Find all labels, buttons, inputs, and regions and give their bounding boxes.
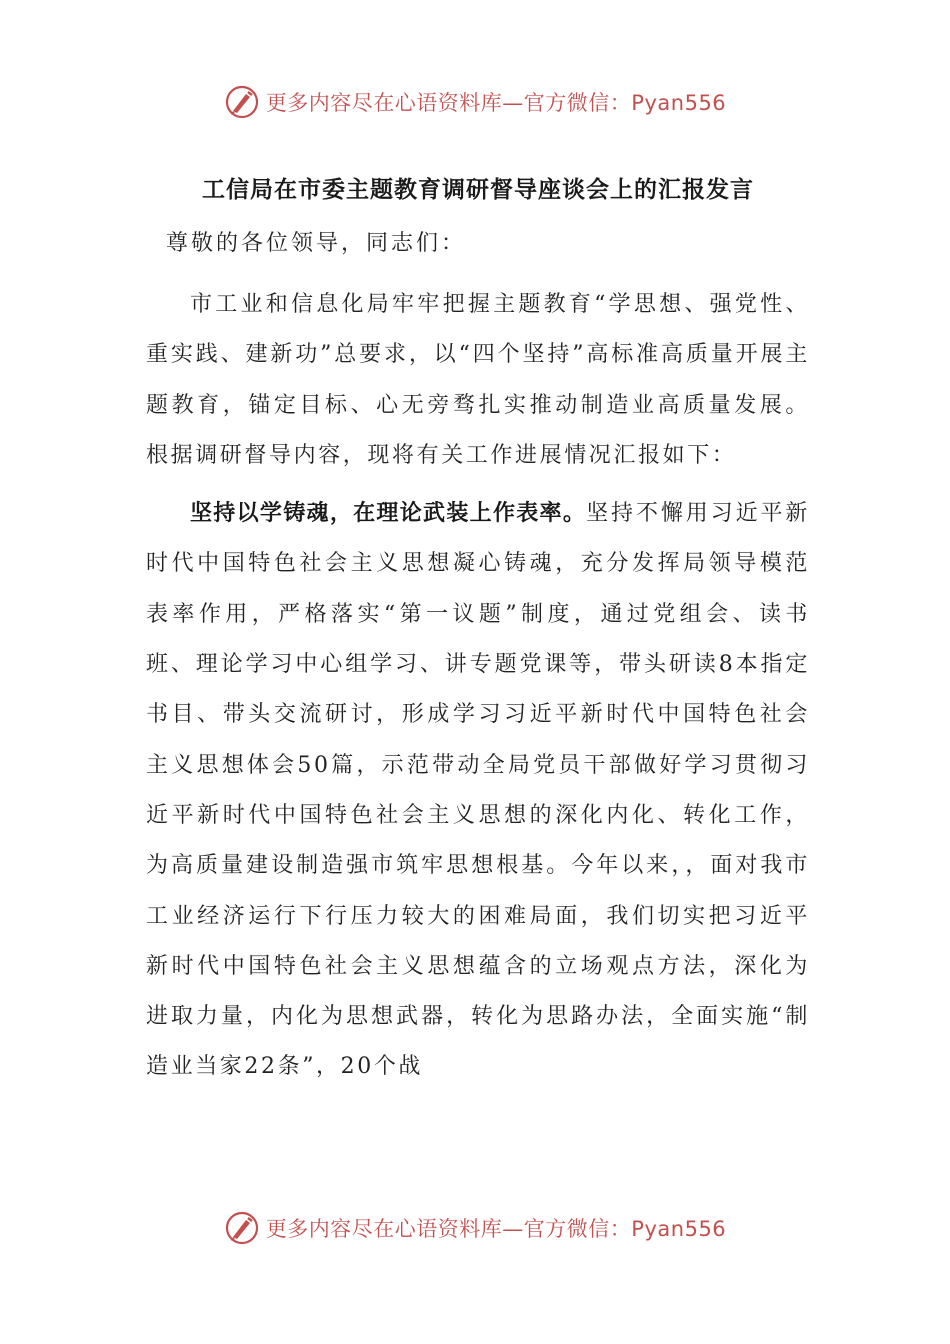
salutation: 尊敬的各位领导，同志们：: [166, 231, 467, 256]
pen-circle-logo-icon: [224, 1210, 260, 1246]
footer-watermark: [224, 1210, 726, 1246]
paragraph-intro: 市工业和信息化局牢牢把握主题教育“学思想、强党性、重实践、建新功”总要求，以“四个坚持”高标准高质量开展主题教育，锚定目标、心无旁骛扎实推动制造业高质量发展。根据调研督导内容，现将有关工作进展情况汇报如下：: [146, 292, 810, 468]
watermark-text: 更多内容尽在心语资料库—官方微信：Pyan556: [265, 1217, 727, 1241]
document-title: 工信局在市委主题教育调研督导座谈会上的汇报发言: [202, 177, 754, 203]
page-header: [0, 84, 950, 120]
pen-circle-logo-icon: [224, 84, 260, 120]
paragraph-theory: [146, 489, 810, 1093]
header-watermark: [224, 84, 726, 120]
document-body: [146, 170, 810, 1101]
watermark-text: 更多内容尽在心语资料库—官方微信：Pyan556: [265, 91, 727, 115]
paragraph-body: 坚持不懈用习近平新时代中国特色社会主义思想凝心铸魂，充分发挥局领导模范表率作用，严格落实“第一议题”制度，通过党组会、读书班、理论学习中心组学习、讲专题党课等，带头研读8本指定书目、带头交流研讨，形成学习习近平新时代中国特色社会主义思想体会50篇，示范带动全局党员干部做好学习贯彻习近平新时代中国特色社会主义思想的深化内化、转化工作，为高质量建设制造强市筑牢思想根基。今年以来，，面对我市工业经济运行下行压力较大的困难局面，我们切实把习近平新时代中国特色社会主义思想蕴含的立场观点方法，深化为进取力量，内化为思想武器，转化为思路办法，全面实施“制造业当家22条”，20个战: [146, 501, 810, 1080]
page-footer: [0, 1210, 950, 1246]
paragraph-heading: 坚持以学铸魂，在理论武装上作表率。: [190, 501, 587, 527]
